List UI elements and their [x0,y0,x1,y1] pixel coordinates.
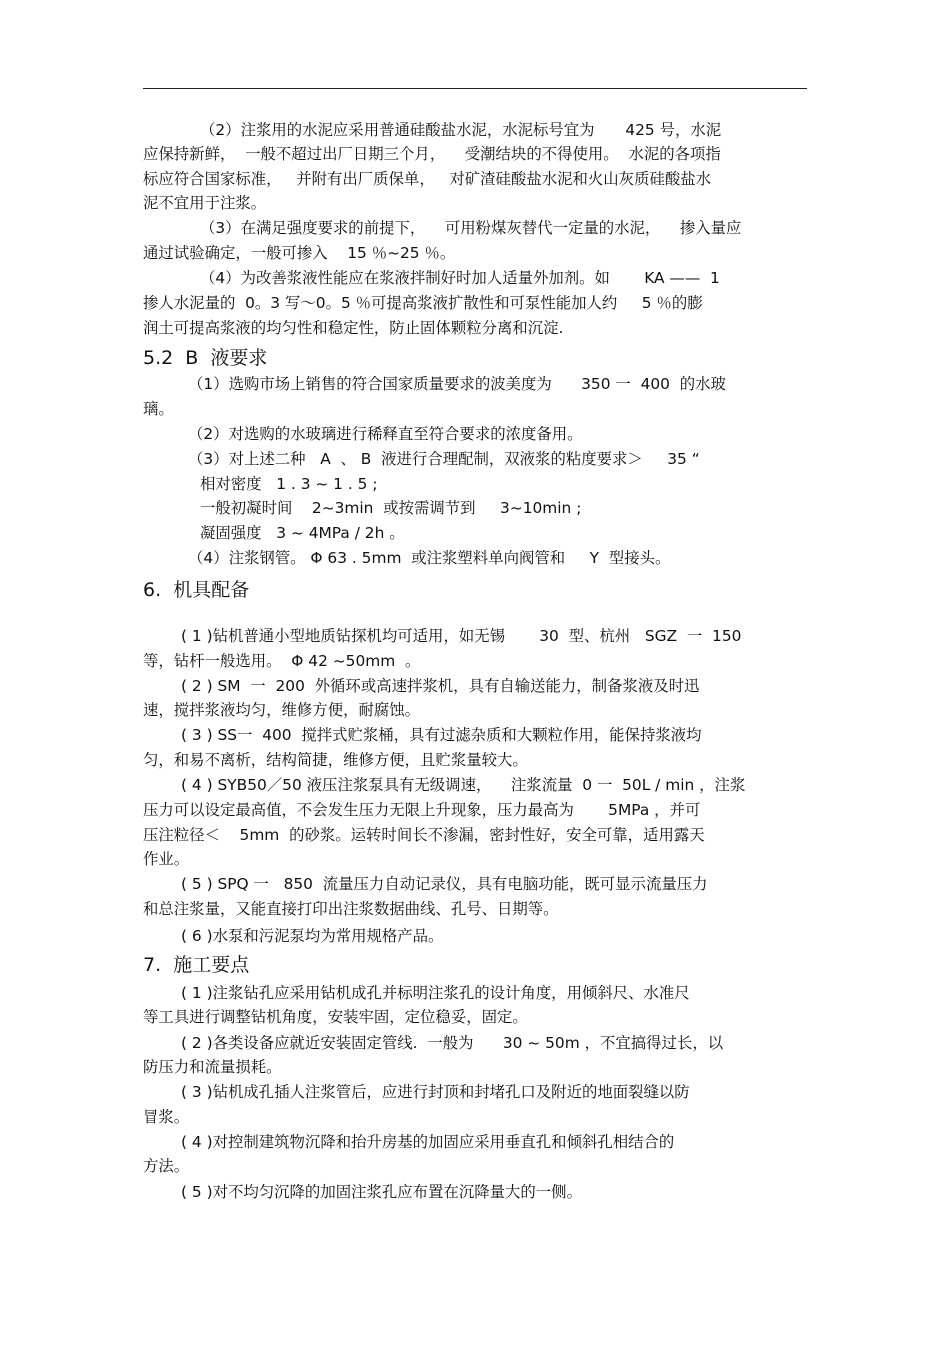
text-line: 和总注浆量，又能直接打印出注浆数据曲线、孔号、日期等。 [143,900,559,918]
text-line: ( 3 ) SS一 400 搅拌式贮浆桶，具有过滤杂质和大颗粒作用，能保持浆液均 [181,726,702,744]
text-line: （4）为改善浆液性能应在浆液拌制好时加人适量外加剂。如 KA —— 1 [200,269,720,287]
text-line: 冒浆。 [143,1108,190,1126]
text-line: ( 2 )各类设备应就近安装固定管线. 一般为 30 ~ 50m ，不宜搞得过长，以 [181,1034,724,1052]
text-line: 等工具进行调整钻机角度，安装牢固，定位稳妥，固定。 [143,1008,528,1026]
text-line: 方法。 [143,1157,190,1175]
text-line: ( 1 )钻机普通小型地质钻探机均可适用，如无锡 30 型、杭州 SGZ 一 150 [181,627,742,645]
text-line: 通过试验确定，一般可掺入 15 ％~25 ％。 [143,244,456,262]
text-line: 相对密度 1 . 3 ~ 1 . 5 ; [200,475,378,493]
text-line: 作业。 [143,850,190,868]
text-line: 压力可以设定最高值，不会发生压力无限上升现象，压力最高为 5MPa ，并可 [143,801,701,819]
header-rule [143,88,807,89]
text-line: 掺人水泥量的 0。3 写～0。5 ％可提高浆液扩散性和可泵性能加人约 5 ％的膨 [143,294,703,312]
section-heading: 7. 施工要点 [143,954,250,976]
text-line: 等，钻杆一般选用。 Φ 42 ~50mm 。 [143,652,421,670]
text-line: ( 4 )对控制建筑物沉降和抬升房基的加固应采用垂直孔和倾斜孔相结合的 [181,1133,675,1151]
text-line: 一般初凝时间 2~3min 或按需调节到 3~10min ; [200,499,582,517]
text-line: （4）注浆钢管。 Φ 63 . 5mm 或注浆塑料单向阀管和 Y 型接头。 [188,549,671,567]
text-line: ( 2 ) SM 一 200 外循环或高速拌浆机，具有自输送能力，制备浆液及时迅 [181,677,700,695]
text-line: 凝固强度 3 ~ 4MPa / 2h 。 [200,524,405,542]
text-line: ( 4 ) SYB50／50 液压注浆泵具有无级调速， 注浆流量 0 一 50L / min ，注浆 [181,776,746,794]
text-line: 速，搅拌浆液均匀，维修方便，耐腐蚀。 [143,701,421,719]
section-heading: 5.2 B 液要求 [143,347,268,369]
text-line: 璃。 [143,400,174,418]
text-line: 润土可提高浆液的均匀性和稳定性，防止固体颗粒分离和沉淀. [143,319,564,337]
text-line: （2）注浆用的水泥应采用普通硅酸盐水泥，水泥标号宜为 425 号，水泥 [200,121,722,139]
text-line: （3）对上述二种 A 、 B 液进行合理配制，双液浆的粘度要求＞ 35 “ [188,450,700,468]
text-line: ( 5 )对不均匀沉降的加固注浆孔应布置在沉降量大的一侧。 [181,1183,582,1201]
text-line: ( 1 )注浆钻孔应采用钻机成孔并标明注浆孔的设计角度，用倾斜尺、水准尺 [181,984,690,1002]
text-line: 标应符合国家标准， 并附有出厂质保单， 对矿渣硅酸盐水泥和火山灰质硅酸盐水 [143,170,712,188]
text-line: （2）对选购的水玻璃进行稀释直至符合要求的浓度备用。 [188,425,583,443]
text-line: ( 3 )钻机成孔插人注浆管后，应进行封顶和封堵孔口及附近的地面裂缝以防 [181,1083,690,1101]
text-line: ( 5 ) SPQ 一 850 流量压力自动记录仪，具有电脑功能，既可显示流量压力 [181,875,708,893]
text-line: （3）在满足强度要求的前提下， 可用粉煤灰替代一定量的水泥， 掺入量应 [200,219,742,237]
section-heading: 6. 机具配备 [143,579,250,601]
text-line: 压注粒径＜ 5mm 的砂浆。运转时间长不渗漏，密封性好，安全可靠，适用露天 [143,826,705,844]
text-line: （1）选购市场上销售的符合国家质量要求的波美度为 350 一 400 的水玻 [188,375,726,393]
text-line: 防压力和流量损耗。 [143,1058,282,1076]
text-line: 匀，和易不离析，结构简捷，维修方便，且贮浆量较大。 [143,751,528,769]
text-line: 泥不宜用于注浆。 [143,194,267,212]
text-line: ( 6 )水泵和污泥泵均为常用规格产品。 [181,927,444,945]
text-line: 应保持新鲜， 一般不超过出厂日期三个月， 受潮结块的不得使用。 水泥的各项指 [143,145,721,163]
